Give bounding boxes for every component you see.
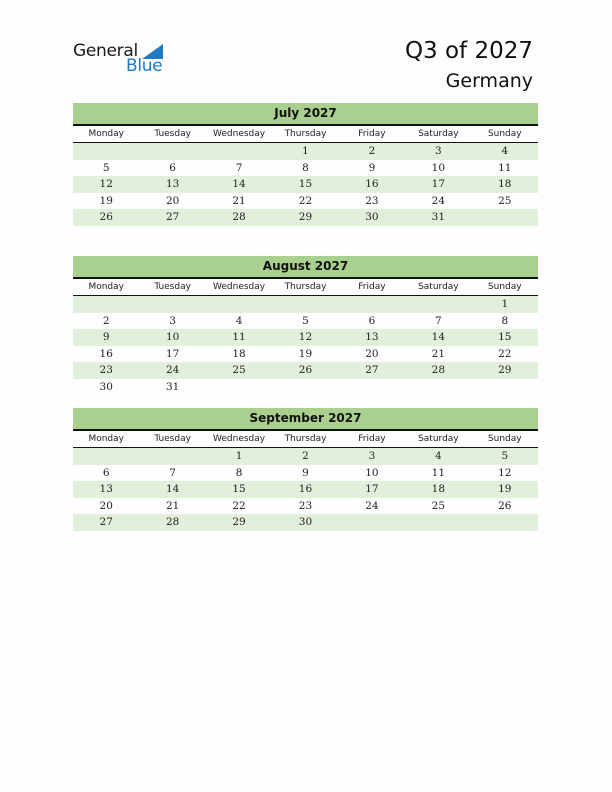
weekday-header — [73, 124, 538, 143]
page-title: Q3 of 2027 — [404, 38, 533, 64]
day-cell: 17 — [365, 483, 379, 495]
day-cell: 7 — [235, 161, 243, 174]
weekday-label: Thursday — [284, 282, 327, 292]
day-cell: 13 — [165, 178, 180, 190]
weekday-label: Monday — [88, 282, 124, 292]
day-cell — [405, 296, 471, 313]
week-row — [73, 313, 538, 330]
week-row — [73, 448, 538, 465]
day-cell: 12 — [99, 178, 113, 190]
day-cell: 14 — [165, 483, 180, 495]
month-calendar — [73, 408, 538, 531]
day-cell — [139, 296, 205, 313]
day-cell: 21 — [232, 194, 246, 207]
day-cell: 12 — [298, 331, 313, 343]
day-cell: 15 — [498, 331, 512, 343]
day-cell: 4 — [435, 450, 442, 462]
week-row — [73, 160, 538, 177]
day-cell: 30 — [298, 516, 313, 528]
day-cell: 11 — [232, 331, 246, 343]
day-cell: 19 — [99, 194, 113, 207]
day-cell: 19 — [498, 483, 512, 495]
day-cell: 22 — [498, 347, 512, 360]
day-cell — [206, 379, 272, 396]
day-cell: 9 — [368, 161, 376, 174]
day-cell — [339, 379, 405, 396]
day-cell: 14 — [232, 178, 246, 190]
day-cell — [405, 514, 471, 531]
day-cell: 26 — [298, 364, 313, 376]
weekday-header — [73, 277, 538, 296]
day-cell: 18 — [431, 483, 446, 495]
day-cell: 1 — [235, 450, 243, 462]
day-cell: 6 — [102, 466, 110, 479]
day-cell: 9 — [102, 331, 110, 343]
day-cell — [405, 379, 471, 396]
day-cell: 29 — [498, 364, 512, 376]
day-cell: 17 — [165, 347, 180, 360]
day-cell: 10 — [431, 161, 446, 174]
month-title: August 2027 — [73, 256, 538, 277]
logo-word-blue: Blue — [126, 56, 163, 76]
weekday-label: Monday — [88, 129, 124, 139]
week-row — [73, 143, 538, 160]
day-cell: 25 — [232, 364, 246, 376]
month-calendar — [73, 256, 538, 395]
weekday-label: Friday — [358, 129, 386, 139]
day-cell: 1 — [501, 298, 509, 310]
week-row — [73, 379, 538, 396]
day-cell: 8 — [501, 314, 509, 327]
day-cell: 28 — [431, 364, 446, 376]
day-cell — [339, 514, 405, 531]
day-cell — [206, 296, 272, 313]
day-cell: 1 — [302, 145, 309, 157]
weekday-label: Thursday — [284, 129, 327, 139]
day-cell: 6 — [368, 314, 376, 327]
weekday-label: Monday — [88, 434, 124, 444]
day-cell: 22 — [298, 194, 313, 207]
day-cell: 15 — [298, 178, 313, 190]
day-cell: 5 — [302, 314, 309, 327]
day-cell — [472, 209, 538, 226]
day-cell — [472, 514, 538, 531]
week-row — [73, 329, 538, 346]
country-label: Germany — [445, 70, 533, 92]
logo — [73, 41, 168, 77]
week-row — [73, 193, 538, 210]
day-cell — [139, 143, 205, 160]
day-cell: 12 — [498, 466, 512, 479]
day-cell: 27 — [99, 516, 113, 528]
weekday-header — [73, 429, 538, 448]
day-cell: 8 — [302, 161, 309, 174]
day-cell: 23 — [298, 499, 313, 512]
day-cell: 7 — [435, 314, 442, 327]
weekday-label: Friday — [358, 434, 386, 444]
day-cell: 16 — [365, 178, 379, 190]
weekday-label: Sunday — [487, 129, 522, 139]
day-cell: 28 — [232, 211, 246, 223]
weekday-label: Wednesday — [213, 282, 266, 292]
month-calendar — [73, 103, 538, 226]
day-cell: 5 — [501, 450, 509, 462]
weekday-label: Friday — [358, 282, 386, 292]
day-cell: 18 — [498, 178, 512, 190]
weekday-label: Tuesday — [154, 282, 191, 292]
day-cell: 23 — [365, 194, 379, 207]
day-cell: 6 — [169, 161, 176, 174]
weekday-label: Thursday — [284, 434, 327, 444]
day-cell: 23 — [99, 364, 113, 376]
day-cell: 31 — [431, 211, 446, 223]
day-cell: 21 — [165, 499, 180, 512]
logo-word-general: General — [73, 41, 138, 61]
day-cell: 8 — [235, 466, 243, 479]
weekday-label: Saturday — [418, 129, 459, 139]
week-row — [73, 498, 538, 515]
day-cell: 29 — [298, 211, 313, 223]
day-cell: 14 — [431, 331, 446, 343]
day-cell: 19 — [298, 347, 313, 360]
day-cell: 11 — [498, 161, 512, 174]
weekday-label: Saturday — [418, 434, 459, 444]
week-row — [73, 481, 538, 498]
day-cell: 24 — [431, 194, 446, 207]
day-cell: 20 — [165, 194, 180, 207]
day-cell: 22 — [232, 499, 246, 512]
month-title: September 2027 — [73, 408, 538, 429]
day-cell: 5 — [102, 161, 110, 174]
day-cell: 30 — [99, 380, 113, 393]
weekday-label: Wednesday — [213, 129, 266, 139]
day-cell: 27 — [165, 211, 180, 223]
day-cell: 24 — [365, 499, 379, 512]
weekday-label: Sunday — [487, 282, 522, 292]
day-cell: 25 — [431, 499, 446, 512]
day-cell — [206, 143, 272, 160]
day-cell: 21 — [431, 347, 446, 360]
weekday-label: Wednesday — [213, 434, 266, 444]
day-cell: 13 — [365, 331, 379, 343]
day-cell: 25 — [498, 194, 512, 207]
week-row — [73, 465, 538, 482]
day-cell: 3 — [368, 450, 376, 462]
day-cell: 3 — [435, 145, 442, 157]
day-cell: 16 — [99, 347, 113, 360]
day-cell: 2 — [102, 314, 110, 327]
day-cell: 26 — [99, 211, 113, 223]
weekday-label: Tuesday — [154, 434, 191, 444]
day-cell: 16 — [298, 483, 313, 495]
weekday-label: Saturday — [418, 282, 459, 292]
weekday-label: Tuesday — [154, 129, 191, 139]
day-cell: 20 — [99, 499, 113, 512]
month-title: July 2027 — [73, 103, 538, 124]
day-cell: 10 — [365, 466, 379, 479]
week-row — [73, 514, 538, 531]
day-cell: 3 — [169, 314, 176, 327]
day-cell: 24 — [165, 364, 180, 376]
week-row — [73, 296, 538, 313]
day-cell: 27 — [365, 364, 379, 376]
day-cell: 28 — [165, 516, 180, 528]
day-cell: 26 — [498, 499, 512, 512]
day-cell — [472, 379, 538, 396]
day-cell: 31 — [165, 380, 180, 393]
weekday-label: Sunday — [487, 434, 522, 444]
day-cell: 18 — [232, 347, 246, 360]
day-cell — [73, 143, 139, 160]
day-cell — [272, 296, 338, 313]
day-cell: 10 — [165, 331, 180, 343]
day-cell: 2 — [302, 450, 309, 462]
day-cell: 4 — [501, 145, 509, 157]
day-cell — [139, 448, 205, 465]
day-cell: 13 — [99, 483, 113, 495]
day-cell: 20 — [365, 347, 379, 360]
day-cell: 4 — [235, 314, 243, 327]
day-cell — [73, 296, 139, 313]
day-cell — [272, 379, 338, 396]
day-cell: 15 — [232, 483, 246, 495]
day-cell — [339, 296, 405, 313]
week-row — [73, 176, 538, 193]
day-cell — [73, 448, 139, 465]
day-cell: 17 — [431, 178, 446, 190]
day-cell: 29 — [232, 516, 246, 528]
day-cell: 7 — [169, 466, 176, 479]
week-row — [73, 346, 538, 363]
day-cell: 30 — [365, 211, 379, 223]
week-row — [73, 209, 538, 226]
day-cell: 11 — [431, 466, 446, 479]
day-cell: 2 — [368, 145, 376, 157]
day-cell: 9 — [302, 466, 309, 479]
week-row — [73, 362, 538, 379]
